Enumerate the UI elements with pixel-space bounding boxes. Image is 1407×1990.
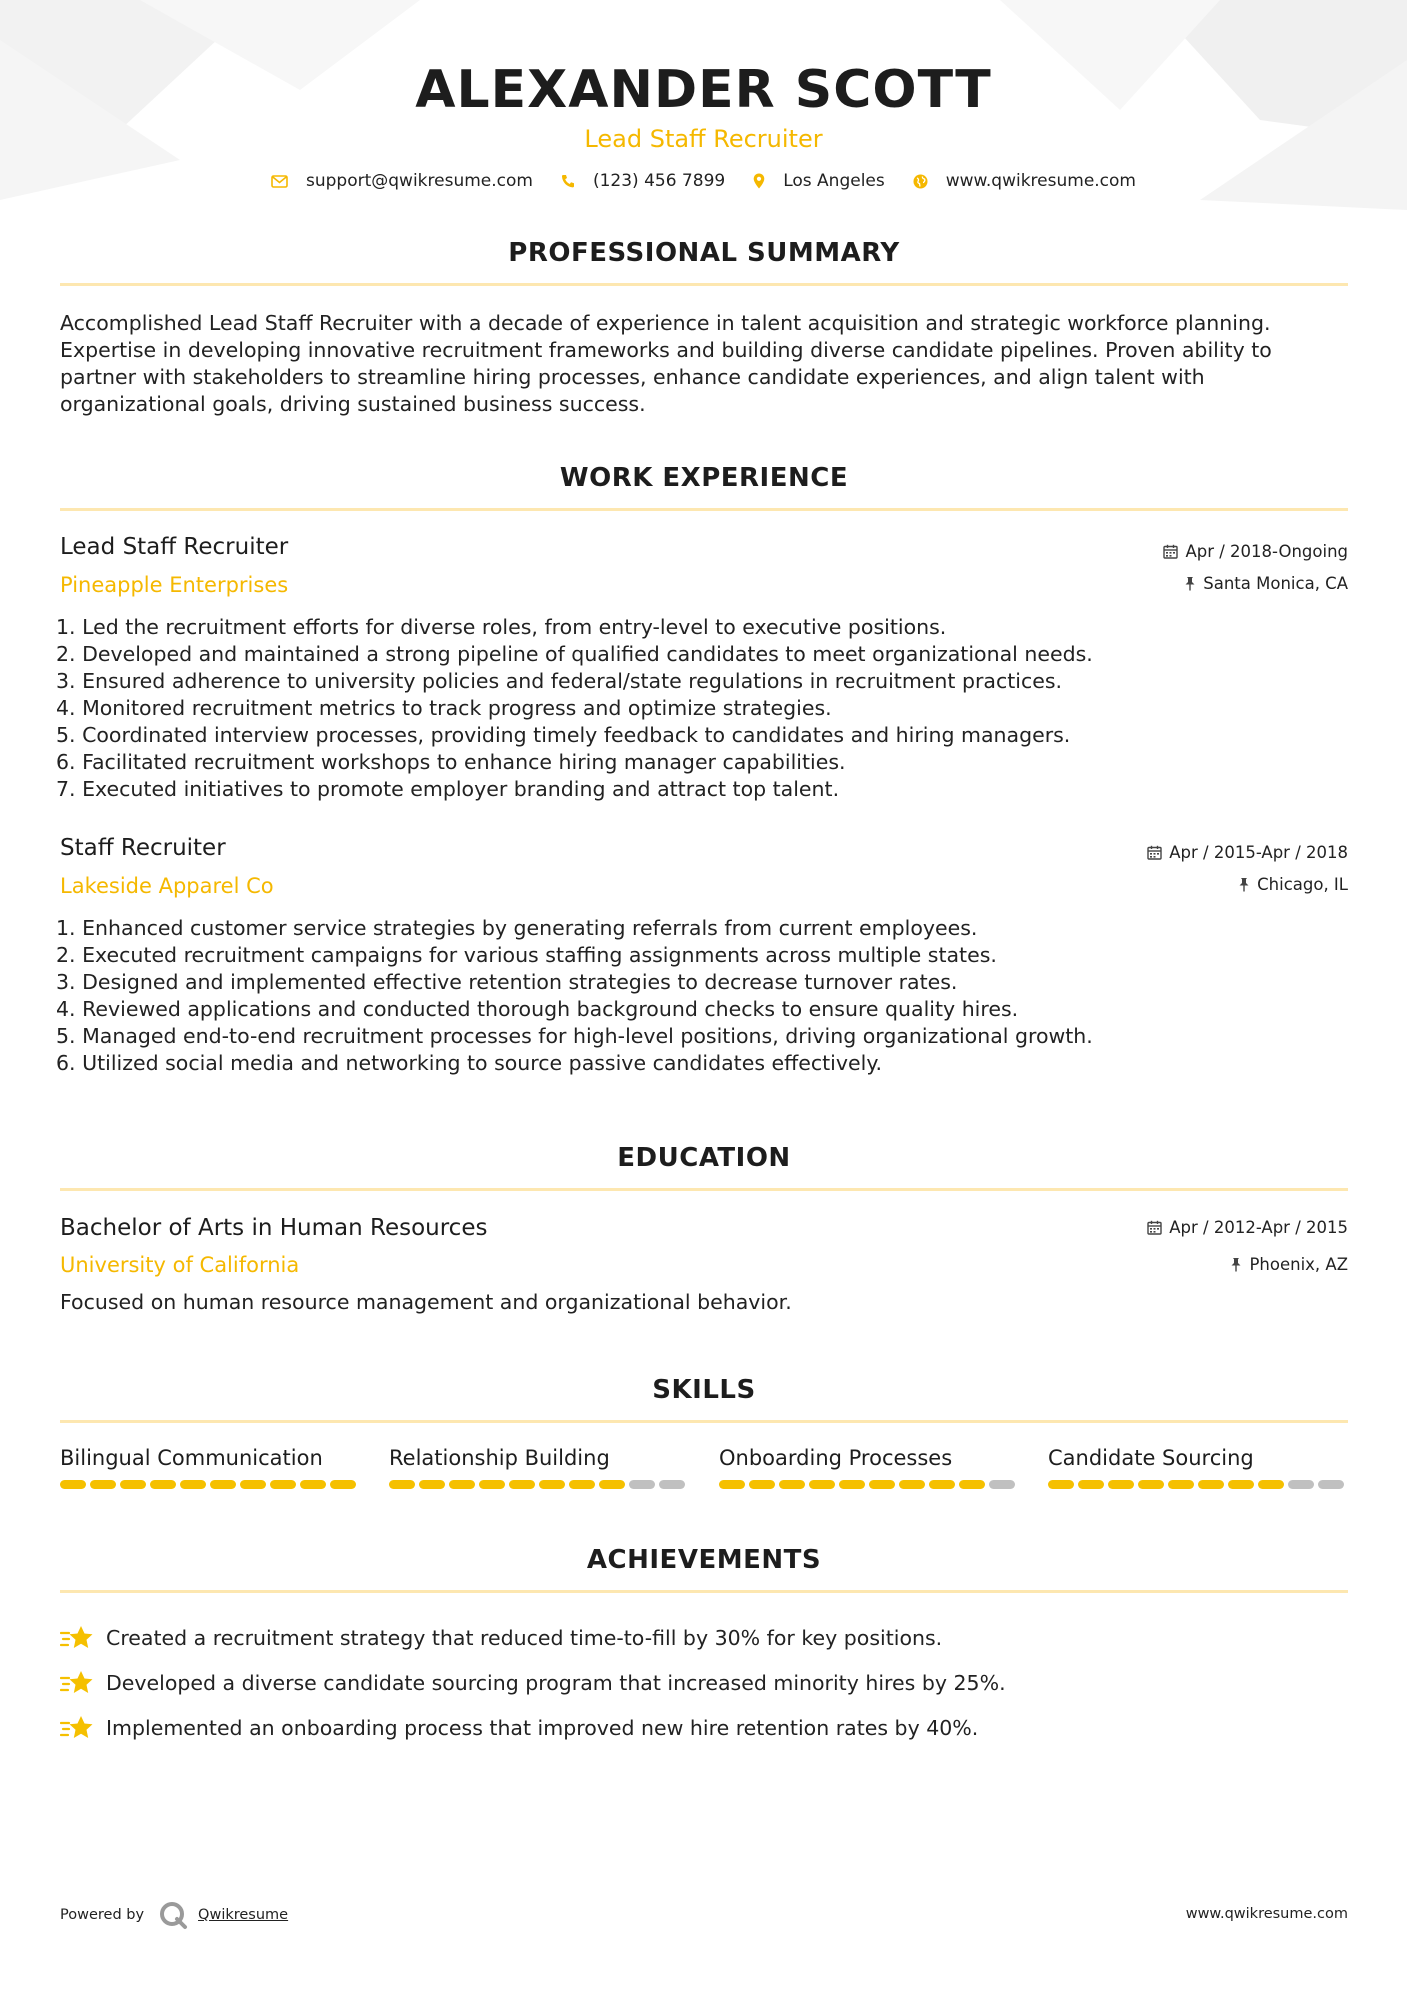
job-bullet: 3. Ensured adherence to university policies and federal/state regulations in recruitment practices.: [56, 669, 1063, 693]
skill-level-segment: [749, 1480, 775, 1489]
skill-level-segment: [959, 1480, 985, 1489]
skill-level-segment: [1198, 1480, 1224, 1489]
skill-item: [1048, 1446, 1348, 1489]
experience-heading: WORK EXPERIENCE: [559, 463, 849, 493]
contact-email-text: support@qwikresume.com: [306, 171, 533, 191]
pushpin-icon: [1238, 877, 1250, 892]
pushpin-icon: [1230, 1257, 1242, 1272]
achievement-text: Developed a diverse candidate sourcing program that increased minority hires by 25%.: [106, 1670, 1006, 1695]
skill-level-meter: [60, 1480, 360, 1489]
achievement-text: Implemented an onboarding process that improved new hire retention rates by 40%.: [106, 1715, 979, 1740]
skills-rule: [60, 1420, 1348, 1423]
skill-level-segment: [839, 1480, 865, 1489]
job-location: [1238, 875, 1348, 894]
job-bullet: 4. Monitored recruitment metrics to track progress and optimize strategies.: [56, 696, 832, 720]
contact-website[interactable]: [913, 171, 1136, 191]
star-icon: [60, 1624, 94, 1652]
job-dates-text: Apr / 2018-Ongoing: [1185, 542, 1348, 561]
achievements-rule: [60, 1590, 1348, 1593]
star-icon: [60, 1714, 94, 1742]
candidate-name: ALEXANDER SCOTT: [415, 60, 992, 120]
globe-icon: [913, 174, 928, 189]
job-company: Pineapple Enterprises: [60, 573, 289, 597]
job-title: Staff Recruiter: [60, 835, 226, 861]
candidate-role: Lead Staff Recruiter: [584, 125, 823, 153]
skill-level-segment: [1258, 1480, 1284, 1489]
skill-level-segment: [419, 1480, 445, 1489]
job-bullet: 7. Executed initiatives to promote employer branding and attract top talent.: [56, 777, 840, 801]
skill-level-segment: [240, 1480, 266, 1489]
job-dates: [1147, 843, 1348, 862]
job-location-text: Santa Monica, CA: [1203, 574, 1348, 593]
skill-level-segment: [1318, 1480, 1344, 1489]
skill-name: Bilingual Communication: [60, 1446, 323, 1470]
skill-level-segment: [120, 1480, 146, 1489]
skill-level-segment: [479, 1480, 505, 1489]
education-dates: [1147, 1218, 1348, 1237]
skill-level-meter: [389, 1480, 689, 1489]
skill-item: [60, 1446, 360, 1489]
job-bullet: 4. Reviewed applications and conducted thorough background checks to ensure quality hires.: [56, 997, 1019, 1021]
job-bullet: 6. Facilitated recruitment workshops to enhance hiring manager capabilities.: [56, 750, 846, 774]
job-dates-text: Apr / 2015-Apr / 2018: [1169, 843, 1348, 862]
skill-level-segment: [899, 1480, 925, 1489]
skill-level-segment: [270, 1480, 296, 1489]
skill-level-segment: [869, 1480, 895, 1489]
skill-level-segment: [659, 1480, 685, 1489]
qwikresume-link[interactable]: Qwikresume: [198, 1907, 289, 1923]
calendar-icon: [1147, 845, 1162, 860]
job-bullet: 2. Developed and maintained a strong pipeline of qualified candidates to meet organizational needs.: [56, 642, 1093, 666]
skill-level-segment: [539, 1480, 565, 1489]
job-company: Lakeside Apparel Co: [60, 874, 274, 898]
contact-phone[interactable]: [561, 171, 725, 191]
skill-level-segment: [1078, 1480, 1104, 1489]
qwikresume-logo-icon: [158, 1900, 188, 1930]
envelope-icon: [271, 175, 288, 188]
map-pin-icon: [753, 173, 765, 189]
skill-level-segment: [599, 1480, 625, 1489]
calendar-icon: [1163, 544, 1178, 559]
calendar-icon: [1147, 1220, 1162, 1235]
achievements-list: [60, 1615, 1350, 1750]
education-degree: Bachelor of Arts in Human Resources: [60, 1215, 488, 1241]
skill-level-segment: [989, 1480, 1015, 1489]
star-icon: [60, 1669, 94, 1697]
powered-by-label: Powered by: [60, 1907, 145, 1923]
job-bullet: 3. Designed and implemented effective retention strategies to decrease turnover rates.: [56, 970, 958, 994]
skill-name: Relationship Building: [389, 1446, 610, 1470]
achievement-item: [60, 1660, 1350, 1705]
skill-level-segment: [300, 1480, 326, 1489]
skills-heading: SKILLS: [652, 1375, 756, 1405]
skill-level-segment: [719, 1480, 745, 1489]
skill-level-segment: [509, 1480, 535, 1489]
achievement-item: [60, 1615, 1350, 1660]
experience-rule: [60, 508, 1348, 511]
job-bullet: 2. Executed recruitment campaigns for various staffing assignments across multiple states.: [56, 943, 997, 967]
job-title: Lead Staff Recruiter: [60, 534, 289, 560]
phone-icon: [561, 174, 575, 189]
skill-level-segment: [60, 1480, 86, 1489]
skill-level-segment: [629, 1480, 655, 1489]
education-dates-text: Apr / 2012-Apr / 2015: [1169, 1218, 1348, 1237]
job-bullet: 5. Managed end-to-end recruitment processes for high-level positions, driving organizational growth.: [56, 1024, 1093, 1048]
skill-level-segment: [779, 1480, 805, 1489]
job-dates: [1163, 542, 1348, 561]
skill-level-segment: [1168, 1480, 1194, 1489]
skill-item: [719, 1446, 1019, 1489]
job-bullet: 5. Coordinated interview processes, providing timely feedback to candidates and hiring managers.: [56, 723, 1071, 747]
summary-heading: PROFESSIONAL SUMMARY: [508, 238, 900, 268]
contact-location-text: Los Angeles: [783, 171, 885, 191]
skill-level-segment: [210, 1480, 236, 1489]
skill-level-segment: [180, 1480, 206, 1489]
summary-text: Accomplished Lead Staff Recruiter with a decade of experience in talent acquisition and strategic workforce planning. Expertise in developing innovative recruitment frameworks and building diverse candidate pipelines. Proven ability to partner with stakeholders to streamline hiring processes, enhance candidate experiences, and align talent with organizational goals, driving sustained business success.: [60, 311, 1272, 416]
skill-level-segment: [90, 1480, 116, 1489]
job-bullet: 6. Utilized social media and networking to source passive candidates effectively.: [56, 1051, 883, 1075]
job-bullets: [56, 915, 1346, 1077]
summary-rule: [60, 283, 1348, 286]
job-location: [1184, 574, 1348, 593]
skill-level-segment: [150, 1480, 176, 1489]
skill-level-segment: [1228, 1480, 1254, 1489]
skill-level-segment: [569, 1480, 595, 1489]
skill-level-segment: [330, 1480, 356, 1489]
contact-bar: [0, 171, 1407, 191]
skill-level-segment: [1288, 1480, 1314, 1489]
skill-level-segment: [1138, 1480, 1164, 1489]
skill-level-segment: [1048, 1480, 1074, 1489]
job-bullet: 1. Led the recruitment efforts for diverse roles, from entry-level to executive positions.: [56, 615, 947, 639]
footer-powered-by: [60, 1900, 288, 1930]
skill-level-meter: [719, 1480, 1019, 1489]
contact-location: [753, 171, 885, 191]
skill-name: Onboarding Processes: [719, 1446, 953, 1470]
resume-header: [0, 58, 1407, 154]
contact-phone-text: (123) 456 7899: [592, 171, 726, 191]
skill-name: Candidate Sourcing: [1048, 1446, 1254, 1470]
education-location-text: Phoenix, AZ: [1249, 1255, 1348, 1274]
achievements-heading: ACHIEVEMENTS: [586, 1545, 822, 1575]
skill-level-segment: [1108, 1480, 1134, 1489]
education-rule: [60, 1188, 1348, 1191]
job-location-text: Chicago, IL: [1257, 875, 1348, 894]
footer-website[interactable]: www.qwikresume.com: [1185, 1906, 1348, 1922]
skill-level-segment: [809, 1480, 835, 1489]
skill-level-segment: [389, 1480, 415, 1489]
achievement-text: Created a recruitment strategy that reduced time-to-fill by 30% for key positions.: [106, 1625, 943, 1650]
pushpin-icon: [1184, 576, 1196, 591]
education-description: Focused on human resource management and organizational behavior.: [60, 1290, 792, 1314]
education-location: [1230, 1255, 1348, 1274]
skill-item: [389, 1446, 689, 1489]
education-school: University of California: [60, 1253, 300, 1277]
achievement-item: [60, 1705, 1350, 1750]
contact-website-text: www.qwikresume.com: [945, 171, 1136, 191]
skill-level-segment: [449, 1480, 475, 1489]
job-bullet: 1. Enhanced customer service strategies by generating referrals from current employees.: [56, 916, 978, 940]
skill-level-meter: [1048, 1480, 1348, 1489]
contact-email[interactable]: [271, 171, 533, 191]
skill-level-segment: [929, 1480, 955, 1489]
education-heading: EDUCATION: [617, 1143, 791, 1173]
job-bullets: [56, 614, 1346, 803]
